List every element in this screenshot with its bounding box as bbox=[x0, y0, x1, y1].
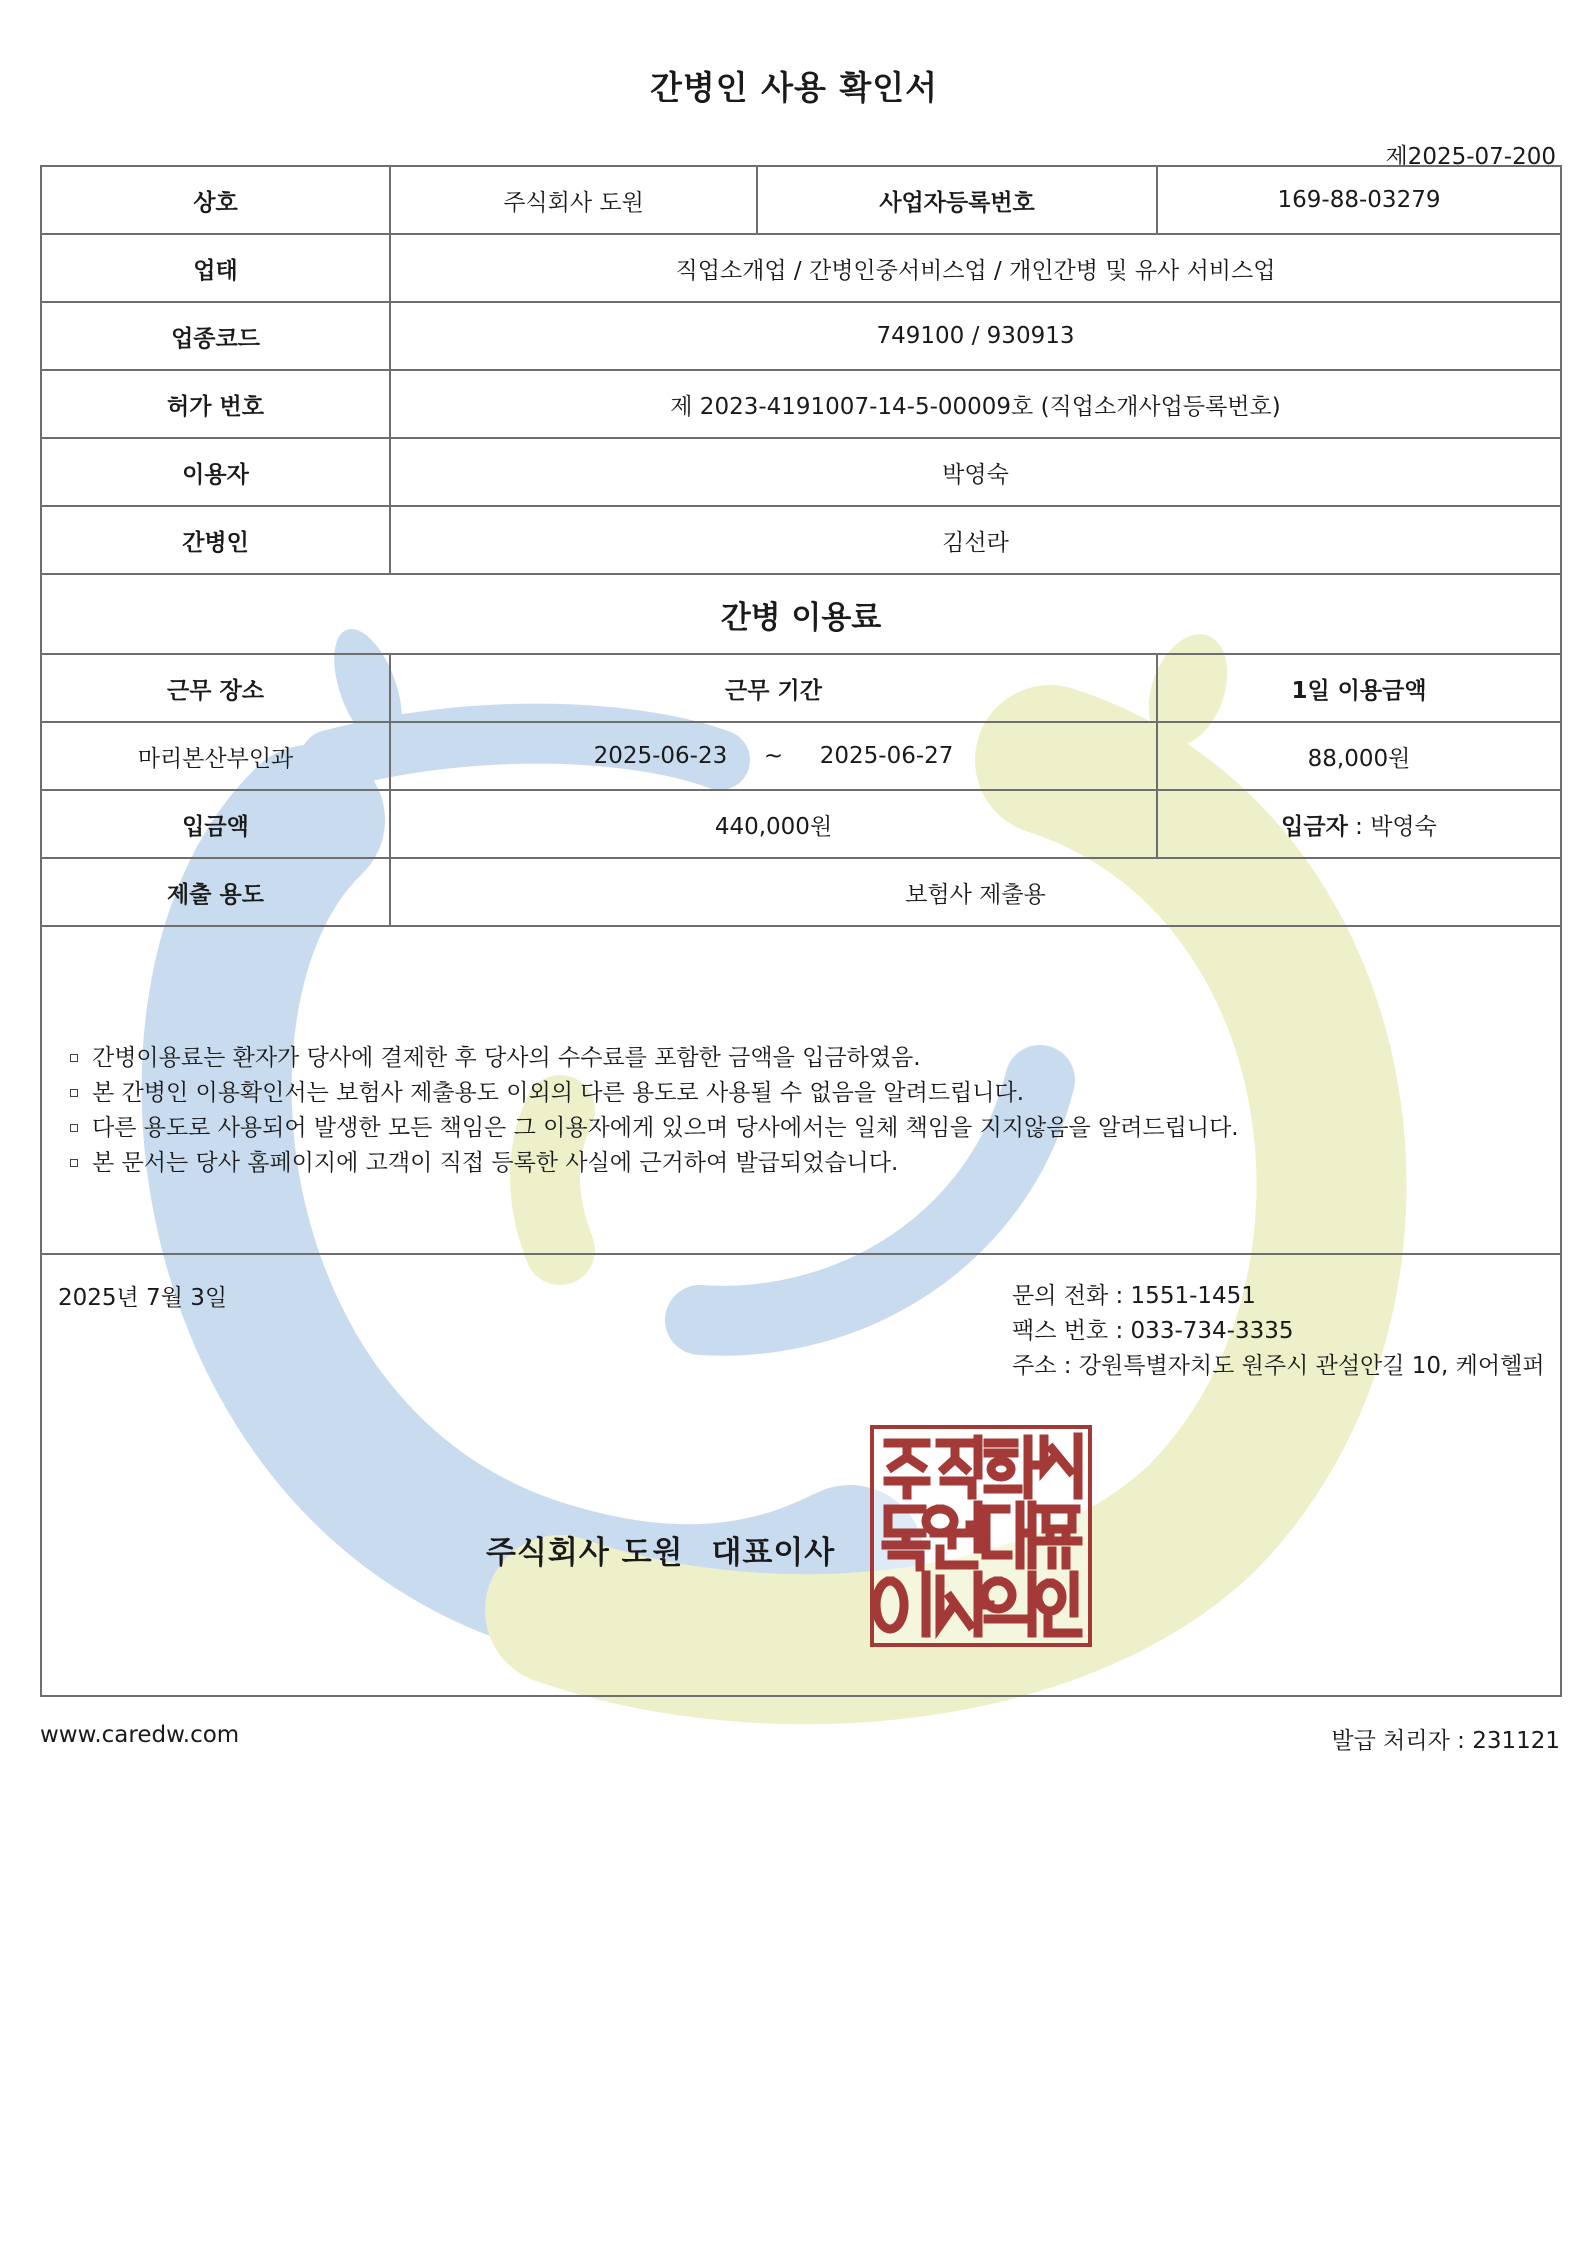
depositor-cell bbox=[1157, 790, 1561, 858]
square-bullet-icon bbox=[70, 1054, 78, 1062]
signatory-company: 주식회사 도원 bbox=[486, 1535, 684, 1571]
bizno-label: 사업자등록번호 bbox=[757, 166, 1157, 234]
business-type-value: 직업소개업 / 간병인중서비스업 / 개인간병 및 유사 서비스업 bbox=[390, 234, 1561, 302]
daily-fee-value: 88,000원 bbox=[1157, 722, 1561, 790]
depositor-separator: : bbox=[1347, 813, 1371, 840]
table-row bbox=[41, 790, 1561, 858]
period-separator: ~ bbox=[763, 743, 784, 769]
square-bullet-icon bbox=[70, 1124, 78, 1132]
deposit-value: 440,000원 bbox=[390, 790, 1157, 858]
confirmation-table bbox=[40, 165, 1562, 1697]
table-row bbox=[41, 1254, 1561, 1696]
period-start: 2025-06-23 bbox=[593, 743, 728, 769]
notes-list bbox=[66, 1041, 1536, 1181]
period-label: 근무 기간 bbox=[390, 654, 1157, 722]
phone-number: 문의 전화 : 1551-1451 bbox=[1012, 1283, 1256, 1309]
purpose-label: 제출 용도 bbox=[41, 858, 390, 926]
license-value: 제 2023-4191007-14-5-00009호 (직업소개사업등록번호) bbox=[390, 370, 1561, 438]
company-seal-stamp bbox=[870, 1425, 1092, 1647]
signatory bbox=[486, 1527, 835, 1572]
contact-info bbox=[1012, 1279, 1545, 1384]
user-value: 박영숙 bbox=[390, 438, 1561, 506]
document-title: 간병인 사용 확인서 bbox=[649, 68, 938, 107]
period-end: 2025-06-27 bbox=[819, 743, 954, 769]
signatory-title: 대표이사 bbox=[711, 1535, 836, 1571]
square-bullet-icon bbox=[70, 1159, 78, 1167]
depositor-value: 박영숙 bbox=[1370, 813, 1437, 840]
table-row bbox=[41, 574, 1561, 654]
footer-cell bbox=[41, 1254, 1561, 1696]
company-label: 상호 bbox=[41, 166, 390, 234]
fax-number: 팩스 번호 : 033-734-3335 bbox=[1012, 1318, 1294, 1344]
website-link[interactable]: www.caredw.com bbox=[40, 1722, 240, 1748]
issue-date: 2025년 7월 3일 bbox=[58, 1285, 228, 1311]
period-value bbox=[390, 722, 1157, 790]
table-row bbox=[41, 234, 1561, 302]
company-value: 주식회사 도원 bbox=[390, 166, 757, 234]
place-value: 마리본산부인과 bbox=[41, 722, 390, 790]
deposit-label: 입금액 bbox=[41, 790, 390, 858]
daily-fee-label: 1일 이용금액 bbox=[1157, 654, 1561, 722]
fee-section-title: 간병 이용료 bbox=[41, 574, 1561, 654]
table-row bbox=[41, 506, 1561, 574]
list-item: 본 간병인 이용확인서는 보험사 제출용도 이외의 다른 용도로 사용될 수 없음을 알려드립니다. bbox=[66, 1076, 1536, 1111]
table-row bbox=[41, 858, 1561, 926]
list-item: 간병이용료는 환자가 당사에 결제한 후 당사의 수수료를 포함한 금액을 입금하였음. bbox=[66, 1041, 1536, 1076]
table-row bbox=[41, 926, 1561, 1254]
issue-handler: 발급 처리자 : 231121 bbox=[1331, 1728, 1560, 1754]
square-bullet-icon bbox=[70, 1089, 78, 1097]
document-number: 제2025-07-200 bbox=[1385, 144, 1556, 170]
list-item: 다른 용도로 사용되어 발생한 모든 책임은 그 이용자에게 있으며 당사에서는 일체 책임을 지지않음을 알려드립니다. bbox=[66, 1111, 1536, 1146]
place-label: 근무 장소 bbox=[41, 654, 390, 722]
table-row bbox=[41, 722, 1561, 790]
seal-icon bbox=[874, 1429, 1088, 1643]
industry-code-label: 업종코드 bbox=[41, 302, 390, 370]
license-label: 허가 번호 bbox=[41, 370, 390, 438]
purpose-value: 보험사 제출용 bbox=[390, 858, 1561, 926]
table-row bbox=[41, 370, 1561, 438]
industry-code-value: 749100 / 930913 bbox=[390, 302, 1561, 370]
depositor-label: 입금자 bbox=[1281, 813, 1348, 840]
caregiver-label: 간병인 bbox=[41, 506, 390, 574]
caregiver-value: 김선라 bbox=[390, 506, 1561, 574]
table-row bbox=[41, 302, 1561, 370]
user-label: 이용자 bbox=[41, 438, 390, 506]
table-row bbox=[41, 438, 1561, 506]
notes-cell bbox=[41, 926, 1561, 1254]
table-row bbox=[41, 166, 1561, 234]
table-row bbox=[41, 654, 1561, 722]
business-type-label: 업태 bbox=[41, 234, 390, 302]
address: 주소 : 강원특별자치도 원주시 관설안길 10, 케어헬퍼 bbox=[1012, 1353, 1545, 1379]
list-item: 본 문서는 당사 홈페이지에 고객이 직접 등록한 사실에 근거하여 발급되었습니다. bbox=[66, 1146, 1536, 1181]
bizno-value: 169-88-03279 bbox=[1157, 166, 1561, 234]
